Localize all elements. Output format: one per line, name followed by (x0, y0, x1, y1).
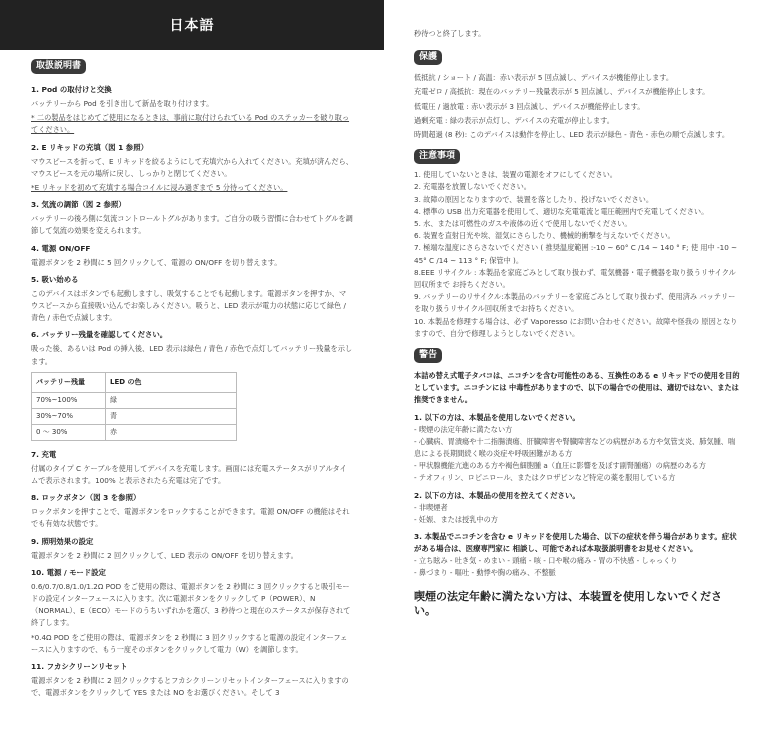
text-reset: 電源ボタンを 2 秒間に 2 回クリックするとフカシクリーンリセットインターフェースに入りますので、電源ボタンをクリックして YES または NO をお選びください。そして 3 (31, 676, 349, 698)
list-item: - 心臓病、胃潰瘍や十二指腸潰瘍、肝臓障害や腎臓障害などの病歴がある方や気管支炎、肺気腫、喘息による長期間続く喉の炎症や呼吸困難がある方 (414, 436, 736, 459)
section-heading-protection: 保護 (414, 50, 442, 65)
table-cell-level: 30%~70% (32, 408, 106, 424)
text-lock: ロックボタンを押すことで、電源ボタンをロックすることができます。電源 ON/OFF の機能はそれでも有効な状態です。 (31, 507, 350, 529)
heading-reset: 11. フカシクリーンリセット (31, 662, 128, 672)
list-item: - テオフィリン、ロピニロール、またはクロザピンなど特定の薬を服用している方 (414, 473, 676, 483)
heading-lock: 8. ロックボタン（図 3 を参照） (31, 493, 141, 503)
warning-list-3 (414, 555, 740, 579)
list-item: - 鼻づまり - 嘔吐 - 動悸や胸の痛み、不整脈 (414, 568, 556, 578)
final-warning: 喫煙の法定年齢に満たない方は、本装置を使用しないでください。 (414, 589, 722, 617)
text-battery: 吸った後、あるいは Pod の挿入後、LED 表示は緑色 / 青色 / 赤色で点灯してバッテリー残量を示します。 (31, 344, 353, 366)
warning-heading-2: 2. 以下の方は、本製品の使用を控えてください。 (414, 490, 580, 500)
battery-table (31, 372, 237, 441)
list-item: - 立ち眩み - 吐き気 - めまい - 頭痛 - 咳 - 口や喉の痛み - 胃の不快感 - しゃっくり (414, 556, 678, 566)
left-column (31, 57, 353, 701)
table-cell-level: 0 〜 30% (32, 424, 106, 440)
heading-mode: 10. 電源 / モード設定 (31, 567, 106, 577)
warning-heading-3: 3. 本製品でニコチンを含む e リキッドを使用した場合、以下の症状を伴う場合があります。症状がある場合は、医療専門家に 相談し、可能であれば本取扱説明書をお見せください。 (414, 532, 737, 554)
heading-battery: 6. バッテリー残量を確認してください。 (31, 330, 168, 340)
list-item: - 甲状腺機能亢進のある方や褐色細胞腫 a（血圧に影響を及ぼす副腎腫瘍）の病歴のある方 (414, 461, 706, 471)
table-row (32, 392, 237, 408)
text-light: 電源ボタンを 2 秒間に 2 回クリックして、LED 表示の ON/OFF を切り替えます。 (31, 550, 298, 560)
warning-heading-1: 1. 以下の方は、本製品を使用しないでください。 (414, 412, 580, 422)
heading-charge: 7. 充電 (31, 449, 57, 459)
table-cell-color: 赤 (106, 424, 237, 440)
warning-list-2 (414, 502, 740, 526)
list-item: 9. バッテリーのリサイクル:本製品のバッテリーを家庭ごみとして取り扱わず、使用済み バッテリーを取り扱うリサイクル回収所までお持ちください。 (414, 292, 736, 314)
text-mode: 0.6/0.7/0.8/1.0/1.2Ω POD をご使用の際は、電源ボタンを 2 秒間に 3 回クリックすると吸引モードの設定インターフェースに入ります。次に電源ボタンをクリックして P（POWER）、N（NORMAL）、E（ECO）モードのうちいずれかを選び、3 秒待つと現在のステータスが保存されて終了します。 (31, 581, 351, 628)
note-pod: * 二の製品をはじめてご使用になるときは、事前に取付けられている Pod のステッカーを破り取ってください。 (31, 113, 350, 135)
list-item: 10. 本製品を修理する場合は、必ず Vaporesso にお問い合わせください。故障や怪我の 原因となりますので、自分で修理しようとしないでください。 (414, 316, 738, 338)
list-item: - 喫煙の法定年齢に満たない方 (414, 424, 513, 434)
protection-item: 充電ゼロ / 高抵抗：現在のバッテリー残量表示が 5 回点滅し、デバイスが機能停止します。 (414, 87, 710, 97)
list-item: 5. 水、または可燃性のガスや液体の近くで使用しないでください。 (414, 219, 632, 229)
warning-list-1 (414, 424, 740, 485)
list-item: 3. 故障の原因となりますので、装置を落としたり、投げないでください。 (414, 194, 654, 204)
table-cell-level: 70%~100% (32, 392, 106, 408)
table-header-row (32, 372, 237, 392)
warning-intro: 本詰め替え式電子タバコは、ニコチンを含む可能性のある、互換性のある e リキッドでの使用を目的としています。ニコチンには 中毒性がありますので、以下の場合での使用は、適切ではない、または推奨できません。 (414, 371, 740, 405)
table-header-level: バッテリー残量 (32, 372, 106, 392)
text-continued: 秒待つと終了します。 (414, 29, 486, 38)
text-pod: バッテリーから Pod を引き出して新品を取り付けます。 (31, 99, 214, 108)
table-cell-color: 青 (106, 408, 237, 424)
heading-airflow: 3. 気流の調節（図 2 参照） (31, 200, 126, 210)
page-title: 日本語 (169, 18, 215, 34)
section-heading-notes: 注意事項 (414, 149, 460, 164)
right-column (414, 26, 740, 620)
note-fill: *E リキッドを初めて充填する場合コイルに浸み過ぎまで 5 分待ってください。 (31, 183, 288, 193)
text-start: このデバイスはボタンでも起動しますし、吸気することでも起動します。電源ボタンを押すか、マウスピースから直接吸い込んでお楽しみください。吸うと、LED 表示が電力の状態に応じて緑色 / 青色 / 赤色で点滅します。 (31, 288, 347, 323)
list-item: 6. 装置を直射日光や埃、湿気にさらしたり、機械的衝撃を与えないでください。 (414, 231, 675, 241)
heading-light: 9. 照明効果の設定 (31, 536, 94, 546)
heading-power: 4. 電源 ON/OFF (31, 243, 91, 253)
table-header-color: LED の色 (106, 372, 237, 392)
table-row (32, 424, 237, 440)
protection-item: 低電圧 / 過放電 : 赤い表示が 3 回点滅し、デバイスが機能停止します。 (414, 101, 645, 111)
text-mode-note: *0.4Ω POD をご使用の際は、電源ボタンを 2 秒間に 3 回クリックすると電源の設定インターフェースに入りますので、もう一度そのボタンをクリックして電力（W）を調節します。 (31, 632, 348, 654)
list-item: - 非喫煙者 (414, 502, 448, 512)
list-item: 7. 極端な温度にさらさないでください ( 推奨温度範囲 :-10 ~ 60° C /14 ~ 140 ° F; 使 用中 -10 ~ 45° C /14 ~ 113 ° F; 保管中 )。 (414, 243, 738, 265)
text-charge: 付属のタイプ C ケーブルを使用してデバイスを充電します。画面には充電ステータスがリアルタイムで表示されます。100% と表示されたら充電は完了です。 (31, 463, 347, 486)
heading-start: 5. 吸い始める (31, 274, 79, 284)
notes-list (414, 169, 740, 340)
heading-pod: 1. Pod の取付けと交換 (31, 85, 112, 94)
list-item: - 妊娠、または授乳中の方 (414, 514, 498, 524)
protection-item: 時間超過 (8 秒): このデバイスは動作を停止し、LED 表示が緑色 - 青色 - 赤色の順で点滅します。 (414, 130, 730, 140)
table-cell-color: 緑 (106, 392, 237, 408)
heading-fill: 2. E リキッドの充填（図 1 参照） (31, 142, 148, 152)
text-airflow: バッテリーの後ろ側に気流コントロールトグルがあります。ご自分の吸う習慣に合わせてトグルを調節して気流の効果を変えられます。 (31, 214, 353, 236)
table-row (32, 408, 237, 424)
protection-item: 過剰充電 : 緑の表示が点灯し、デバイスの充電が停止します。 (414, 115, 614, 125)
protection-item: 低抵抗 / ショート / 高温：赤い表示が 5 回点滅し、デバイスが機能停止します。 (414, 73, 674, 83)
text-fill: マウスピースを折って、E リキッドを絞るようにして充填穴から入れてください。充填が済んだら、マウスピースを元の場所に戻し、しっかりと閉じてください。 (31, 156, 353, 178)
section-heading-manual: 取扱説明書 (31, 59, 86, 74)
list-item: 2. 充電器を放置しないでください。 (414, 182, 531, 192)
list-item: 1. 使用していないときは、装置の電源をオフにしてください。 (414, 170, 617, 180)
language-header (0, 0, 384, 50)
list-item: 8.EEE リサイクル : 本製品を家庭ごみとして取り扱わず、電気機器・電子機器を取り扱うリサイクル回収所まで お持ちください。 (414, 267, 736, 290)
section-heading-warning: 警告 (414, 348, 442, 363)
text-power: 電源ボタンを 2 秒間に 5 回クリックして、電源の ON/OFF を切り替えます。 (31, 257, 282, 267)
list-item: 4. 標準の USB 出力充電器を使用して、適切な充電電流と電圧範囲内で充電してください。 (414, 206, 709, 216)
